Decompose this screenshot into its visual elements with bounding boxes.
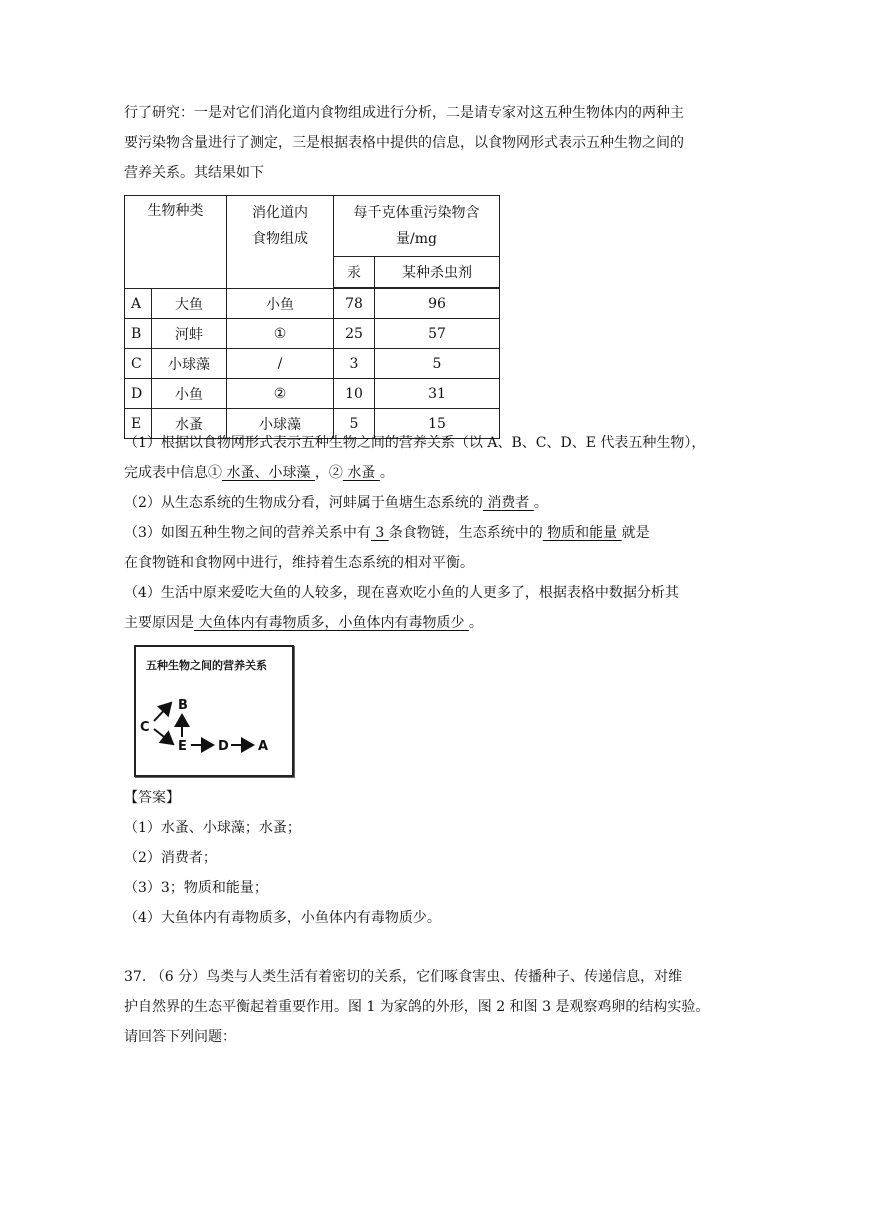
header-pollutant-line-1: 每千克体重污染物含	[353, 204, 480, 221]
header-insecticide: 某种杀虫剂	[375, 256, 500, 287]
row-insecticide: 15	[375, 409, 500, 439]
node-c: C	[140, 720, 150, 735]
row-food: ①	[227, 319, 334, 349]
food-web-figure	[134, 645, 294, 777]
row-food: 小球藻	[227, 409, 334, 439]
q4-line-a: （4）生活中原来爱吃大鱼的人较多，现在喜欢吃小鱼的人更多了，根据表格中数据分析其	[124, 585, 679, 601]
node-b: B	[178, 698, 188, 713]
q1-line-b	[124, 463, 394, 483]
arrow-c-to-b	[154, 703, 171, 721]
q1-prefix: 完成表中信息①	[124, 465, 222, 481]
pollution-table	[124, 195, 500, 439]
q3-end: 就是	[621, 525, 650, 541]
q2-prefix: （2）从生态系统的生物成分看，河蚌属于鱼塘生态系统的	[124, 495, 483, 511]
q37-line-1: 37. （6 分）鸟类与人类生活有着密切的关系，它们啄食害虫、传播种子、传递信息，对维	[124, 969, 683, 985]
q1-answer-1: 水蚤、小球藻	[222, 465, 315, 481]
q1-answer-2: 水蚤	[342, 465, 380, 481]
answer-1: （1）水蚤、小球藻；水蚤；	[124, 820, 301, 836]
figure-title: 五种生物之间的营养关系	[146, 659, 267, 672]
intro-line-2: 要污染物含量进行了测定，三是根据表格中提供的信息，以食物网形式表示五种生物之间的	[124, 135, 684, 151]
header-species: 生物种类	[125, 196, 227, 289]
q4-answer: 大鱼体内有毒物质多，小鱼体内有毒物质少	[194, 615, 469, 631]
q1-line-a: （1）根据以食物网形式表示五种生物之间的营养关系（以 A、B、C、D、E 代表五种生物），	[124, 435, 706, 451]
table-row	[125, 289, 500, 319]
answer-3: （3）3；物质和能量；	[124, 880, 268, 896]
row-mercury: 3	[334, 349, 375, 379]
row-code: A	[125, 289, 152, 319]
row-insecticide: 5	[375, 349, 500, 379]
node-e: E	[178, 739, 187, 754]
row-food: /	[227, 349, 334, 379]
row-food: 小鱼	[227, 289, 334, 319]
row-code: E	[125, 409, 152, 439]
intro-line-1: 行了研究：一是对它们消化道内食物组成进行分析，二是请专家对这五种生物体内的两种主	[124, 105, 684, 121]
row-name: 水蚤	[152, 409, 227, 439]
q3-mid: 条食物链，生态系统中的	[388, 525, 543, 541]
q4-prefix: 主要原因是	[124, 615, 194, 631]
header-gut-line-1: 消化道内	[252, 205, 308, 221]
row-insecticide: 96	[375, 289, 500, 319]
q3-answer-1: 3	[370, 525, 389, 541]
row-name: 大鱼	[152, 289, 227, 319]
row-mercury: 25	[334, 319, 375, 349]
q37-line-2: 护自然界的生态平衡起着重要作用。图 1 为家鸽的外形，图 2 和图 3 是观察鸡卵的结构实验。	[124, 999, 710, 1015]
intro-line-3: 营养关系。其结果如下	[124, 165, 264, 181]
header-pollutant	[334, 196, 500, 257]
table-row	[125, 379, 500, 409]
row-code: C	[125, 349, 152, 379]
q3-line-b: 在食物链和食物网中进行，维持着生态系统的相对平衡。	[124, 555, 474, 571]
answer-4: （4）大鱼体内有毒物质多，小鱼体内有毒物质少。	[124, 910, 441, 926]
q3-line-a	[124, 523, 650, 543]
row-name: 小球藻	[152, 349, 227, 379]
row-insecticide: 31	[375, 379, 500, 409]
row-food: ②	[227, 379, 334, 409]
answer-heading: 【答案】	[124, 790, 180, 806]
table-row	[125, 319, 500, 349]
row-mercury: 10	[334, 379, 375, 409]
q1-end: 。	[379, 465, 394, 481]
answer-2: （2）消费者；	[124, 850, 217, 866]
header-pollutant-line-2: 量/mg	[396, 230, 437, 247]
node-a: A	[258, 739, 269, 754]
row-mercury: 78	[334, 289, 375, 319]
header-gut-food	[227, 196, 334, 289]
node-d: D	[218, 739, 229, 754]
food-web-diagram	[136, 647, 292, 775]
q2-end: 。	[533, 495, 548, 511]
row-mercury: 5	[334, 409, 375, 439]
q4-end: 。	[468, 615, 483, 631]
row-code: D	[125, 379, 152, 409]
q3-answer-2: 物质和能量	[542, 525, 622, 541]
row-name: 小鱼	[152, 379, 227, 409]
q1-mid: ，②	[314, 465, 343, 481]
row-code: B	[125, 319, 152, 349]
q3-prefix: （3）如图五种生物之间的营养关系中有	[124, 525, 371, 541]
header-mercury: 汞	[334, 256, 375, 287]
q4-line-b	[124, 613, 483, 633]
header-gut-line-2: 食物组成	[252, 231, 308, 247]
q2-line	[124, 493, 548, 513]
table-row	[125, 349, 500, 379]
q2-answer: 消费者	[482, 495, 534, 511]
row-name: 河蚌	[152, 319, 227, 349]
row-insecticide: 57	[375, 319, 500, 349]
q37-line-3: 请回答下列问题：	[124, 1029, 236, 1045]
arrow-c-to-e	[154, 729, 173, 744]
